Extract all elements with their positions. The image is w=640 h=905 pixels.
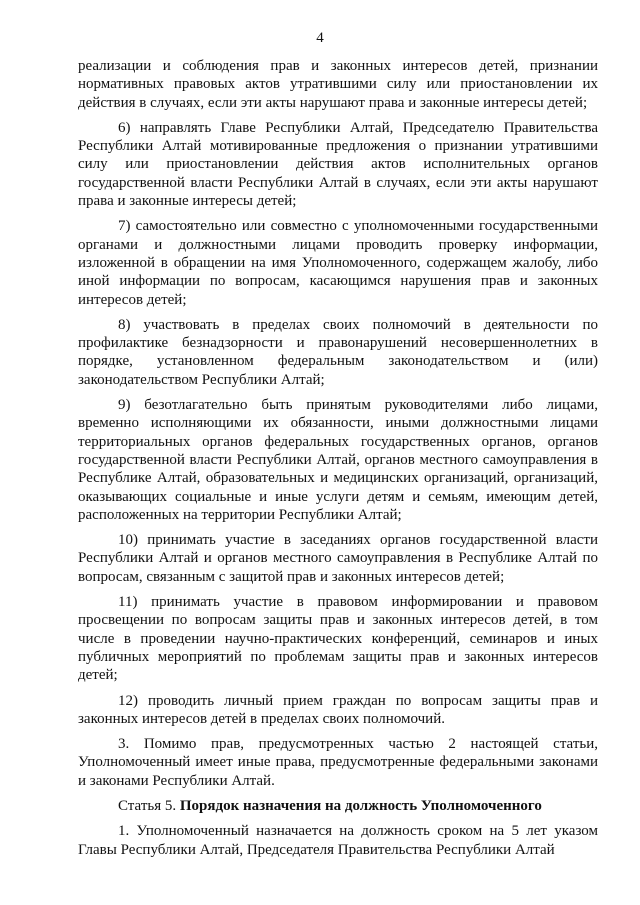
- paragraph-continuation: реализации и соблюдения прав и законных интересов детей, признании нормативных правовых актов утратившими силу или приостановлении их действия в случаях, если эти акты нарушают права и законные интересы детей;: [78, 58, 598, 111]
- paragraph-item-12: 12) проводить личный прием граждан по вопросам защиты прав и законных интересов детей в пределах своих полномочий.: [78, 692, 598, 727]
- document-body: [78, 57, 598, 866]
- paragraph-part-3: 3. Помимо прав, предусмотренных частью 2 настоящей статьи, Уполномоченный имеет иные права, предусмотренные федеральными законами и законами Республики Алтай.: [78, 736, 598, 789]
- paragraph-item-7: 7) самостоятельно или совместно с уполномоченными государственными органами и должностными лицами проводить проверку информации, изложенной в обращении на имя Уполномоченного, содержащем жалобу, либо иной информации по вопросам, касающимся нарушения прав и законных интересов детей;: [78, 218, 598, 308]
- page-number: 4: [316, 30, 324, 46]
- article-label: Статья 5.: [118, 797, 177, 814]
- paragraph-item-10: 10) принимать участие в заседаниях органов государственной власти Республики Алтай и органов местного самоуправления в Республике Алтай по вопросам, связанным с защитой прав и законных интересов детей;: [78, 532, 598, 585]
- paragraph-article5-part-1: 1. Уполномоченный назначается на должность сроком на 5 лет указом Главы Республики Алтай, Председателя Правительства Республики Алтай: [78, 823, 598, 858]
- paragraph-item-11: 11) принимать участие в правовом информировании и правовом просвещении по вопросам защиты прав и законных интересов детей, в том числе в проведении научно-практических конференций, семинаров и иных публичных мероприятий по проблемам защиты прав и законных интересов детей;: [78, 594, 598, 684]
- paragraph-item-9: 9) безотлагательно быть принятым руководителями либо лицами, временно исполняющими их обязанности, иными должностными лицами территориальных органов федеральных государственных органов, органов государственной власти Республики Алтай, органов местного самоуправления в Республике Алтай, образовательных и медицинских организаций, организаций, оказывающих социальные и иные услуги детям и семьям, имеющим детей, расположенных на территории Республики Алтай;: [78, 397, 598, 523]
- paragraph-item-6: 6) направлять Главе Республики Алтай, Председателю Правительства Республики Алтай мотивированные предложения о признании утратившими силу или приостановлении действия актов исполнительных органов государственной власти Республики Алтай в случаях, если эти акты нарушают права и законные интересы детей;: [78, 119, 598, 210]
- paragraph-item-8: 8) участвовать в пределах своих полномочий в деятельности по профилактике безнадзорности и правонарушений несовершеннолетних в порядке, установленном федеральным законодательством и (или) законодательством Республики Алтай;: [78, 316, 598, 388]
- article-heading: [78, 797, 598, 815]
- article-title: Порядок назначения на должность Уполномоченного: [179, 797, 542, 814]
